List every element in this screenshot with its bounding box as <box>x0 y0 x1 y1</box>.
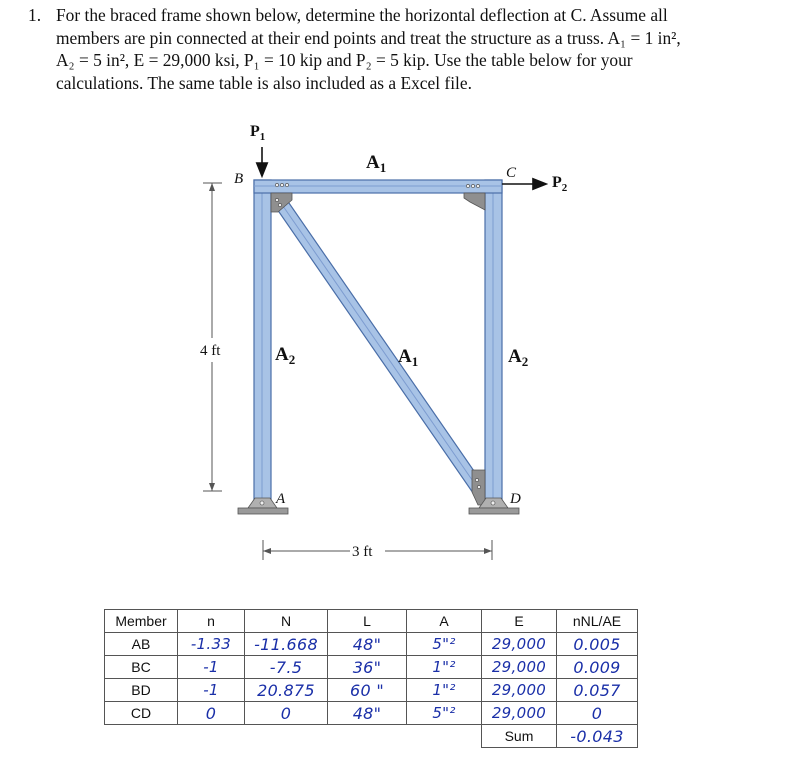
p2-sub: 2 <box>561 182 568 194</box>
cell-A: 5"² <box>407 702 482 725</box>
cell-A: 5"² <box>407 633 482 656</box>
member-ab <box>254 180 271 508</box>
calculation-table <box>104 609 638 748</box>
svg-text:A2 <box>508 346 528 369</box>
cell-L: 60 " <box>328 679 407 702</box>
a1-top-label: A <box>366 152 380 173</box>
header-A: A <box>407 610 482 633</box>
table-row <box>105 656 638 679</box>
sum-spacer <box>105 725 482 748</box>
cell-E: 29,000 <box>482 656 557 679</box>
problem-line-3: A₂ = 5 in², E = 29,000 ksi, P₁ = 10 kip and P₂ = 5 kip. Use the table below for your <box>56 50 633 70</box>
table-header-row <box>105 610 638 633</box>
cell-A: 1"² <box>407 656 482 679</box>
cell-E: 29,000 <box>482 633 557 656</box>
cell-A: 1"² <box>407 679 482 702</box>
table-row <box>105 633 638 656</box>
header-member: Member <box>105 610 178 633</box>
cell-L: 36" <box>328 656 407 679</box>
cell-member: BD <box>105 679 178 702</box>
problem-line-1: For the braced frame shown below, determine the horizontal deflection at C. Assume all <box>56 5 668 25</box>
a1-top-sub: 1 <box>379 160 387 175</box>
svg-text:A2 <box>275 344 295 367</box>
cell-n: 0 <box>178 702 245 725</box>
a2-right-label: A <box>508 346 522 367</box>
problem-line-2: members are pin connected at their end points and treat the structure as a truss. A₁ = 1 in², <box>56 27 681 48</box>
cell-nnl: 0 <box>557 702 638 725</box>
member-bd <box>268 190 494 506</box>
cell-E: 29,000 <box>482 679 557 702</box>
cell-nnl: 0.009 <box>557 656 638 679</box>
cell-nnl: 0.057 <box>557 679 638 702</box>
problem-number: 1. <box>28 5 42 25</box>
svg-text:P1 <box>250 123 265 143</box>
node-b-label: B <box>234 171 244 187</box>
cell-L: 48" <box>328 633 407 656</box>
cell-member: AB <box>105 633 178 656</box>
problem-line-4: calculations. The same table is also included as a Excel file. <box>56 72 472 93</box>
a2-left-sub: 2 <box>288 352 296 367</box>
gusset-plate-d <box>472 470 485 505</box>
p1-sub: 1 <box>259 131 266 143</box>
a2-left-label: A <box>275 344 289 365</box>
cell-n: -1 <box>178 656 245 679</box>
cell-N: -7.5 <box>245 656 328 679</box>
width-dim-label: 3 ft <box>352 544 373 560</box>
node-a-label: A <box>276 491 286 507</box>
height-dim-label: 4 ft <box>200 343 221 359</box>
cell-N: 20.875 <box>245 679 328 702</box>
cell-nnl: 0.005 <box>557 633 638 656</box>
cell-N: 0 <box>245 702 328 725</box>
member-bc <box>254 180 502 193</box>
cell-member: CD <box>105 702 178 725</box>
load-p1 <box>250 123 265 175</box>
sum-row <box>105 725 638 748</box>
table-row <box>105 702 638 725</box>
header-n: n <box>178 610 245 633</box>
width-dimension <box>263 540 492 560</box>
node-c-label: C <box>506 165 517 181</box>
p2-label: P <box>552 174 562 191</box>
header-L: L <box>328 610 407 633</box>
p1-label: P <box>250 123 260 140</box>
svg-text:P2 <box>552 174 568 194</box>
sum-label: Sum <box>482 725 557 748</box>
table-row <box>105 679 638 702</box>
node-d-label: D <box>510 491 521 507</box>
sum-value: -0.043 <box>557 725 638 748</box>
cell-E: 29,000 <box>482 702 557 725</box>
a2-right-sub: 2 <box>521 354 529 369</box>
svg-text:A1 <box>398 346 418 369</box>
header-E: E <box>482 610 557 633</box>
a1-diag-sub: 1 <box>411 354 419 369</box>
member-cd <box>485 180 502 508</box>
header-N: N <box>245 610 328 633</box>
cell-N: -11.668 <box>245 633 328 656</box>
cell-n: -1.33 <box>178 633 245 656</box>
a1-diag-label: A <box>398 346 412 367</box>
header-nnl: nNL/AE <box>557 610 638 633</box>
height-dimension <box>200 183 222 491</box>
cell-n: -1 <box>178 679 245 702</box>
cell-L: 48" <box>328 702 407 725</box>
cell-member: BC <box>105 656 178 679</box>
svg-text:A1 <box>366 152 386 175</box>
